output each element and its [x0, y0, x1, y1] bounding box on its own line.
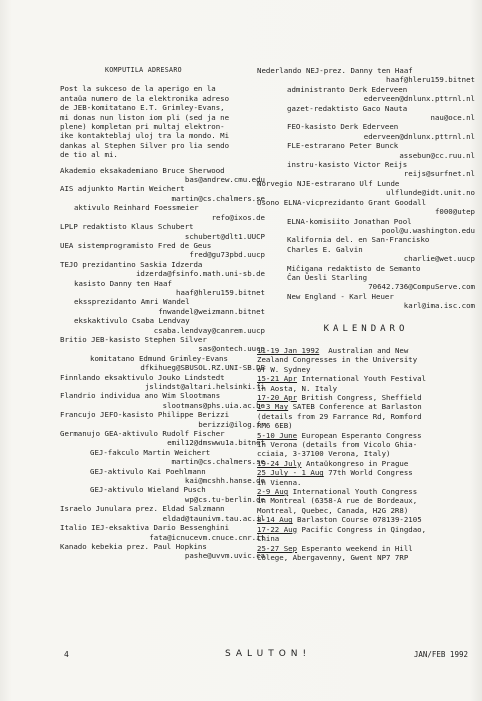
event-line: [257, 365, 475, 374]
email-address: refo@ixos.de: [211, 212, 265, 222]
email-address: fnwandel@weizmann.bitnet: [158, 306, 265, 316]
email-address: martin@cs.chalmers.se: [171, 457, 265, 467]
kalendaro-title: KALENDARO: [323, 323, 409, 334]
event-line: [257, 468, 475, 477]
contact-entry: UEA sistemprogramisto Fred de Geus: [60, 240, 212, 250]
intro-line: plene) kompletan pri multaj elektron-: [60, 122, 225, 132]
email-address: wp@cs.tu-berlin.de: [184, 494, 265, 504]
section-title: KOMPUTILA ADRESARO: [105, 66, 182, 74]
event-text: SATEB Conference at Barlaston: [288, 402, 422, 412]
event-text: Australian and New: [319, 345, 409, 355]
event-text: British Congress, Sheffield: [297, 393, 422, 402]
intro-line: dankas al Stephen Silver pro lia sendo: [60, 140, 230, 150]
event-date: 8-14 Aug: [257, 515, 293, 525]
intro-line: mi donas nun liston iom pli (sed ja ne: [60, 112, 230, 122]
event-list: [257, 346, 475, 562]
contact-entry: ekssprezidanto Amri Wandel: [74, 297, 190, 307]
event-line: [257, 506, 475, 515]
event-text: International Youth Festival: [297, 374, 427, 384]
contact-entry: Kalifornia del. en San-Francisko: [287, 235, 430, 245]
contact-entry: Nederlando NEJ-prez. Danny ten Haaf: [257, 66, 413, 75]
contact-entry: LPLP redaktisto Klaus Schubert: [60, 222, 194, 232]
event-line: [257, 496, 475, 505]
contact-entry: Akademio eksakademiano Bruce Sherwood: [60, 165, 225, 175]
email-address: ulflunde@idt.unit.no: [386, 188, 475, 198]
contact-entry: FEO-kasisto Derk Ederveen: [287, 122, 399, 132]
event-date: 15-21 Apr: [257, 374, 298, 384]
event-line: [257, 515, 475, 524]
calendar-event: [257, 459, 475, 468]
email-address: jslindst@altari.helsinki.fi: [144, 382, 265, 391]
address-list-left: [60, 166, 265, 561]
event-line: [257, 431, 475, 440]
event-date: 17-22 Aug: [257, 524, 298, 534]
event-date: 2-9 Aug: [257, 487, 289, 497]
contact-entry: administranto Derk Ederveen: [287, 84, 408, 94]
email-address: fata@icnucevm.cnuce.cnr.it: [149, 532, 265, 542]
email-address: slootmans@phs.uia.ac.be: [162, 400, 265, 410]
event-text: of W. Sydney: [257, 364, 311, 374]
event-line: [257, 393, 475, 402]
calendar-event: [257, 374, 475, 393]
contact-entry: AIS adjunkto Martin Weichert: [60, 184, 185, 194]
contact-entry: Finnlando eksaktivulo Jouko Lindstedt: [60, 372, 225, 382]
event-line: [257, 544, 475, 553]
contact-entry: Francujo JEFO-kasisto Philippe Berizzi: [60, 410, 230, 420]
contact-entry: gazet-redaktisto Gaco Nauta: [287, 103, 408, 113]
calendar-event: [257, 346, 475, 374]
email-address: eldad@taunivm.tau.ac.il: [162, 513, 265, 523]
event-line: [257, 459, 475, 468]
event-text: Zealand Congresses in the University: [257, 355, 418, 365]
event-date: 25 July - 1 Aug: [257, 468, 324, 478]
email-address: fred@gu73pbd.uucp: [189, 250, 265, 260]
contact-entry: ELNA-komisiito Jonathan Pool: [287, 216, 412, 226]
event-date: 1-3 May: [257, 402, 289, 412]
contact-entry: Britio JEB-kasisto Stephen Silver: [60, 334, 207, 344]
contact-entry: FLE-estrarano Peter Bunck: [287, 141, 399, 151]
email-address: emil12@dmswwu1a.bitnet: [167, 438, 265, 448]
event-text: in Verona (details from Vicolo Ghia-: [257, 440, 418, 450]
email-address: kai@mcshh.hanse.de: [184, 476, 265, 486]
event-line: [257, 374, 475, 383]
intro-line: de tio al mi.: [60, 150, 118, 160]
email-address: karl@ima.isc.com: [403, 301, 475, 311]
event-text: Montreal, Quebec, Canada, H2G 2R8): [257, 505, 409, 515]
event-text: in Vienna.: [257, 477, 302, 487]
calendar-event: [257, 487, 475, 515]
intro-paragraph: [60, 84, 265, 159]
email-address: berizzi@ilog.fr: [198, 419, 265, 429]
calendar-event: [257, 431, 475, 459]
event-text: RM6 6EB): [257, 421, 293, 431]
event-line: [257, 355, 475, 364]
magazine-title: SALUTON!: [225, 649, 312, 659]
address-list-right: [257, 66, 475, 311]
contact-entry: Norvegio NJE-estrarano Ulf Lunde: [257, 178, 400, 188]
event-line: [257, 421, 475, 430]
event-text: in Aosta, N. Italy: [257, 383, 338, 393]
email-address: martin@cs.chalmers.se: [171, 193, 265, 203]
contact-entry: Germanujo GEA-aktivulo Rudolf Fischer: [60, 429, 225, 439]
contact-entry: Miĉigana redaktisto de Semanto: [287, 263, 421, 273]
intro-line: de JEB-komitatano E.T. Grimley-Evans,: [60, 103, 225, 113]
email-address: pool@u.washington.edu: [381, 225, 475, 235]
event-line: [257, 478, 475, 487]
intro-line: ike kontakteblaj uloj tra la mondo. Mi: [60, 131, 230, 141]
event-date: 25-27 Sep: [257, 543, 298, 553]
email-address: nau@oce.nl: [430, 113, 475, 123]
email-address: assebun@cc.ruu.nl: [399, 150, 475, 160]
event-line: [257, 525, 475, 534]
contact-entry: Italio IEJ-eksaktiva Dario Bessenghini: [60, 523, 230, 533]
email-address: csaba.lendvay@canrem.uucp: [153, 325, 265, 335]
event-text: Colege, Abergavenny, Gwent NP7 7RP: [257, 552, 409, 562]
event-line: [257, 487, 475, 496]
contact-entry: Flandrio individua ano Wim Slootmans: [60, 391, 221, 401]
calendar-event: [257, 393, 475, 402]
calendar-event: [257, 525, 475, 544]
intro-line: Post la sukceso de la aperigo en la: [60, 84, 216, 94]
event-line: [257, 534, 475, 543]
contact-entry: instru-kasisto Victor Reijs: [287, 160, 408, 170]
event-text: cciaia, 3-37100 Verona, Italy): [257, 449, 391, 459]
event-line: [257, 440, 475, 449]
issue-date: JAN/FEB 1992: [413, 650, 468, 659]
email-address: haaf@hleru159.bitnet: [176, 287, 265, 297]
event-date: 19-24 July: [257, 458, 302, 468]
event-line: [257, 412, 475, 421]
email-address: idzerda@fsinfo.math.uni-sb.de: [135, 269, 265, 279]
event-text: in Montreal (6358-A rue de Bordeaux,: [257, 496, 418, 506]
event-line: [257, 449, 475, 458]
contact-entry: kasisto Danny ten Haaf: [74, 278, 172, 288]
email-address: pashe@uvvm.uvic.ca: [184, 551, 265, 561]
contact-entry: GEJ-fakculo Martin Weichert: [90, 447, 211, 457]
contact-entry: ekskaktivulo Csaba Lendvay: [74, 316, 190, 326]
calendar-event: [257, 515, 475, 524]
event-line: [257, 553, 475, 562]
email-address: f000@utep: [434, 207, 475, 217]
event-text: Barlaston Course 078139-2105: [292, 515, 422, 525]
email-address: sas@ontech.uucp: [198, 344, 265, 354]
contact-entry: GEJ-aktivulo Kai Poehlmann: [90, 466, 206, 476]
email-address: charlie@wet.uucp: [403, 254, 475, 264]
calendar-event: [257, 468, 475, 487]
contact-entry: New England - Karl Heuer: [287, 291, 394, 301]
event-text: 77th World Congress: [323, 468, 413, 478]
event-text: China: [257, 534, 280, 544]
email-address: dfkihueg@SBUSOL.RZ.UNI-SB.DE: [140, 363, 265, 373]
email-address: 70642.736@CompuServe.com: [368, 282, 475, 292]
contact-entry: Charles E. Galvin: [287, 244, 363, 254]
contact-entry: aktivulo Reinhard Foessmeier: [74, 203, 199, 213]
event-text: Antaŭkongreso in Prague: [301, 458, 409, 468]
event-line: [257, 402, 475, 411]
email-address: ederveen@dnlunx.pttrnl.nl: [363, 131, 475, 141]
contact-entry: GEJ-aktivulo Wieland Pusch: [90, 485, 206, 495]
contact-entry: Ĉan Ŭesli Starling: [287, 272, 368, 282]
left-column: [60, 66, 265, 561]
event-line: [257, 384, 475, 393]
page-footer: [60, 650, 472, 662]
contact-entry: komitatano Edmund Grimley-Evans: [90, 353, 228, 363]
event-text: Esperanto weekend in Hill: [297, 543, 413, 553]
calendar-event: [257, 544, 475, 563]
contact-entry: TEJO prezidantino Saskia Idzerda: [60, 259, 203, 269]
email-address: haaf@hleru159.bitnet: [386, 75, 475, 85]
event-date: 17-20 Apr: [257, 393, 298, 402]
event-date: 11-19 Jan 1992: [257, 345, 320, 355]
email-address: bas@andrew.cmu.edu: [184, 175, 265, 185]
intro-line: antaŭa numero de la elektronika adreso: [60, 93, 230, 103]
email-address: reijs@surfnet.nl: [403, 169, 475, 179]
event-text: European Esperanto Congress: [297, 430, 422, 440]
event-line: [257, 346, 475, 355]
email-address: ederveen@dnlunx.pttrnl.nl: [363, 94, 475, 104]
calendar-event: [257, 402, 475, 430]
contact-entry: Usono ELNA-vicprezidanto Grant Goodall: [257, 197, 427, 207]
event-text: (details from 29 Farrance Rd, Romford: [257, 411, 422, 421]
event-date: 5-10 June: [257, 430, 298, 440]
contact-entry: Israelo Junulara prez. Eldad Salzmann: [60, 504, 225, 514]
email-address: schubert@dlt1.UUCP: [184, 231, 265, 241]
right-column: [257, 66, 475, 562]
event-text: Pacific Congress in Qingdao,: [297, 524, 427, 534]
contact-entry: Kanado kebekia prez. Paul Hopkins: [60, 541, 207, 551]
page-number: 4: [64, 650, 69, 659]
event-text: International Youth Congress: [288, 487, 418, 497]
